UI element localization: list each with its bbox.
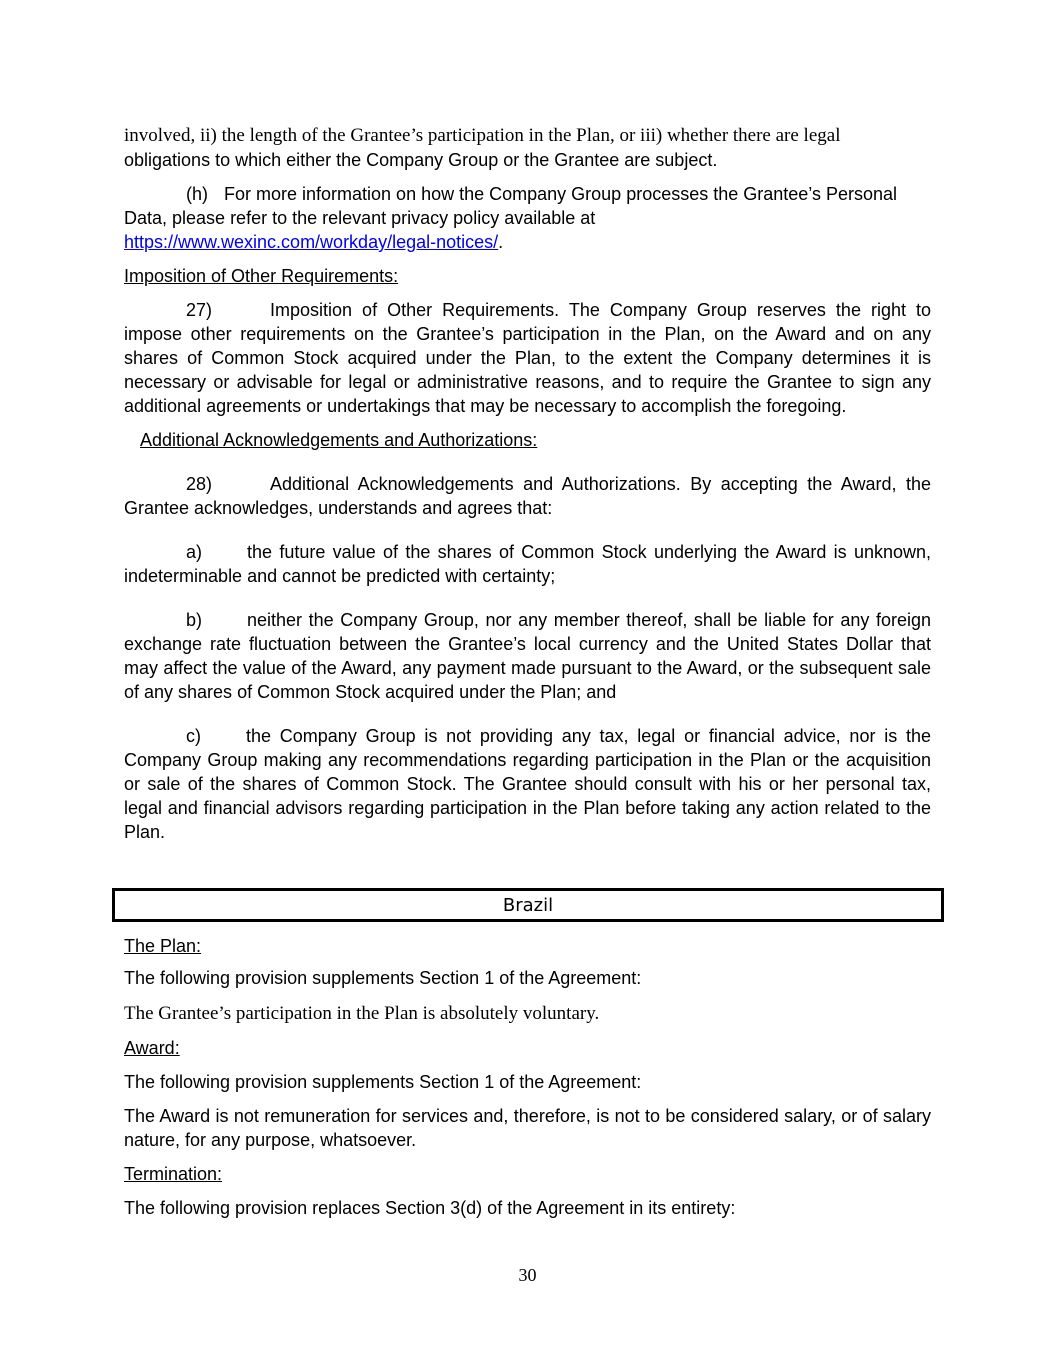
section-27-text: Imposition of Other Requirements. The Company Group reserves the right to impose other requirements on the Grantee’s participation in the Plan, on the Award and on any shares of Common Stock acquired under the Plan, to the extent the Company determines it is necessary or advisable for legal or administrative reasons, and to require the Grantee to sign any additional agreements or undertakings that may be necessary to accomplish the foregoing.	[124, 300, 931, 416]
list-item-b	[124, 608, 931, 704]
country-header-brazil: Brazil	[112, 888, 944, 922]
award-intro: The following provision supplements Section 1 of the Agreement:	[124, 1072, 642, 1092]
list-item-a	[124, 540, 931, 588]
privacy-policy-link[interactable]: https://www.wexinc.com/workday/legal-notices/	[124, 232, 499, 252]
section-28-paragraph	[124, 472, 931, 520]
carryover-paragraph	[124, 124, 931, 173]
award-text: The Award is not remuneration for services and, therefore, is not to be considered salary, or of salary nature, for any purpose, whatsoever.	[124, 1106, 931, 1150]
list-item-marker: c)	[186, 726, 201, 746]
award-heading: Award:	[124, 1038, 180, 1058]
carryover-line-1: involved, ii) the length of the Grantee’s participation in the Plan, or iii) whether there are legal	[124, 125, 841, 146]
list-item-text: the Company Group is not providing any tax, legal or financial advice, nor is the Company Group making any recommendations regarding participation in the Plan or the acquisition or sale of the shares of Common Stock. The Grantee should consult with his or her personal tax, legal and financial advisors regarding participation in the Plan before taking any action related to the Plan.	[124, 726, 931, 842]
section-28-number: 28)	[186, 474, 213, 494]
page-number: 30	[518, 1265, 537, 1285]
list-item-text: neither the Company Group, nor any member thereof, shall be liable for any foreign exchange rate fluctuation between the Grantee’s local currency and the United States Dollar that may affect the value of the Award, any payment made pursuant to the Award, or the subsequent sale of any shares of Common Stock acquired under the Plan; and	[124, 610, 931, 702]
termination-heading: Termination:	[124, 1164, 223, 1184]
list-item-marker: a)	[186, 542, 203, 562]
plan-intro: The following provision supplements Section 1 of the Agreement:	[124, 968, 642, 988]
termination-intro: The following provision replaces Section 3(d) of the Agreement in its entirety:	[124, 1198, 736, 1218]
list-item-c	[124, 724, 931, 844]
section-27-number: 27)	[186, 300, 213, 320]
list-item-text: the future value of the shares of Common Stock underlying the Award is unknown, indeterminable and cannot be predicted with certainty;	[124, 542, 931, 586]
plan-heading: The Plan:	[124, 936, 202, 956]
section-27-paragraph	[124, 298, 931, 418]
plan-text	[124, 1001, 931, 1026]
paragraph-h-period: .	[498, 232, 504, 252]
paragraph-h	[124, 182, 931, 254]
carryover-line-2: obligations to which either the Company Group or the Grantee are subject.	[124, 150, 718, 170]
section-27-heading: Imposition of Other Requirements:	[124, 266, 399, 286]
section-28-text: Additional Acknowledgements and Authorizations. By accepting the Award, the Grantee acknowledges, understands and agrees that:	[124, 474, 931, 518]
list-item-marker: b)	[186, 610, 203, 630]
paragraph-h-text: For more information on how the Company Group processes the Grantee’s Personal Data, please refer to the relevant privacy policy available at	[124, 184, 898, 228]
section-28-heading: Additional Acknowledgements and Authorizations:	[140, 430, 538, 450]
plan-text-content: The Grantee’s participation in the Plan is absolutely voluntary.	[124, 1003, 600, 1024]
paragraph-h-marker: (h)	[186, 184, 208, 204]
